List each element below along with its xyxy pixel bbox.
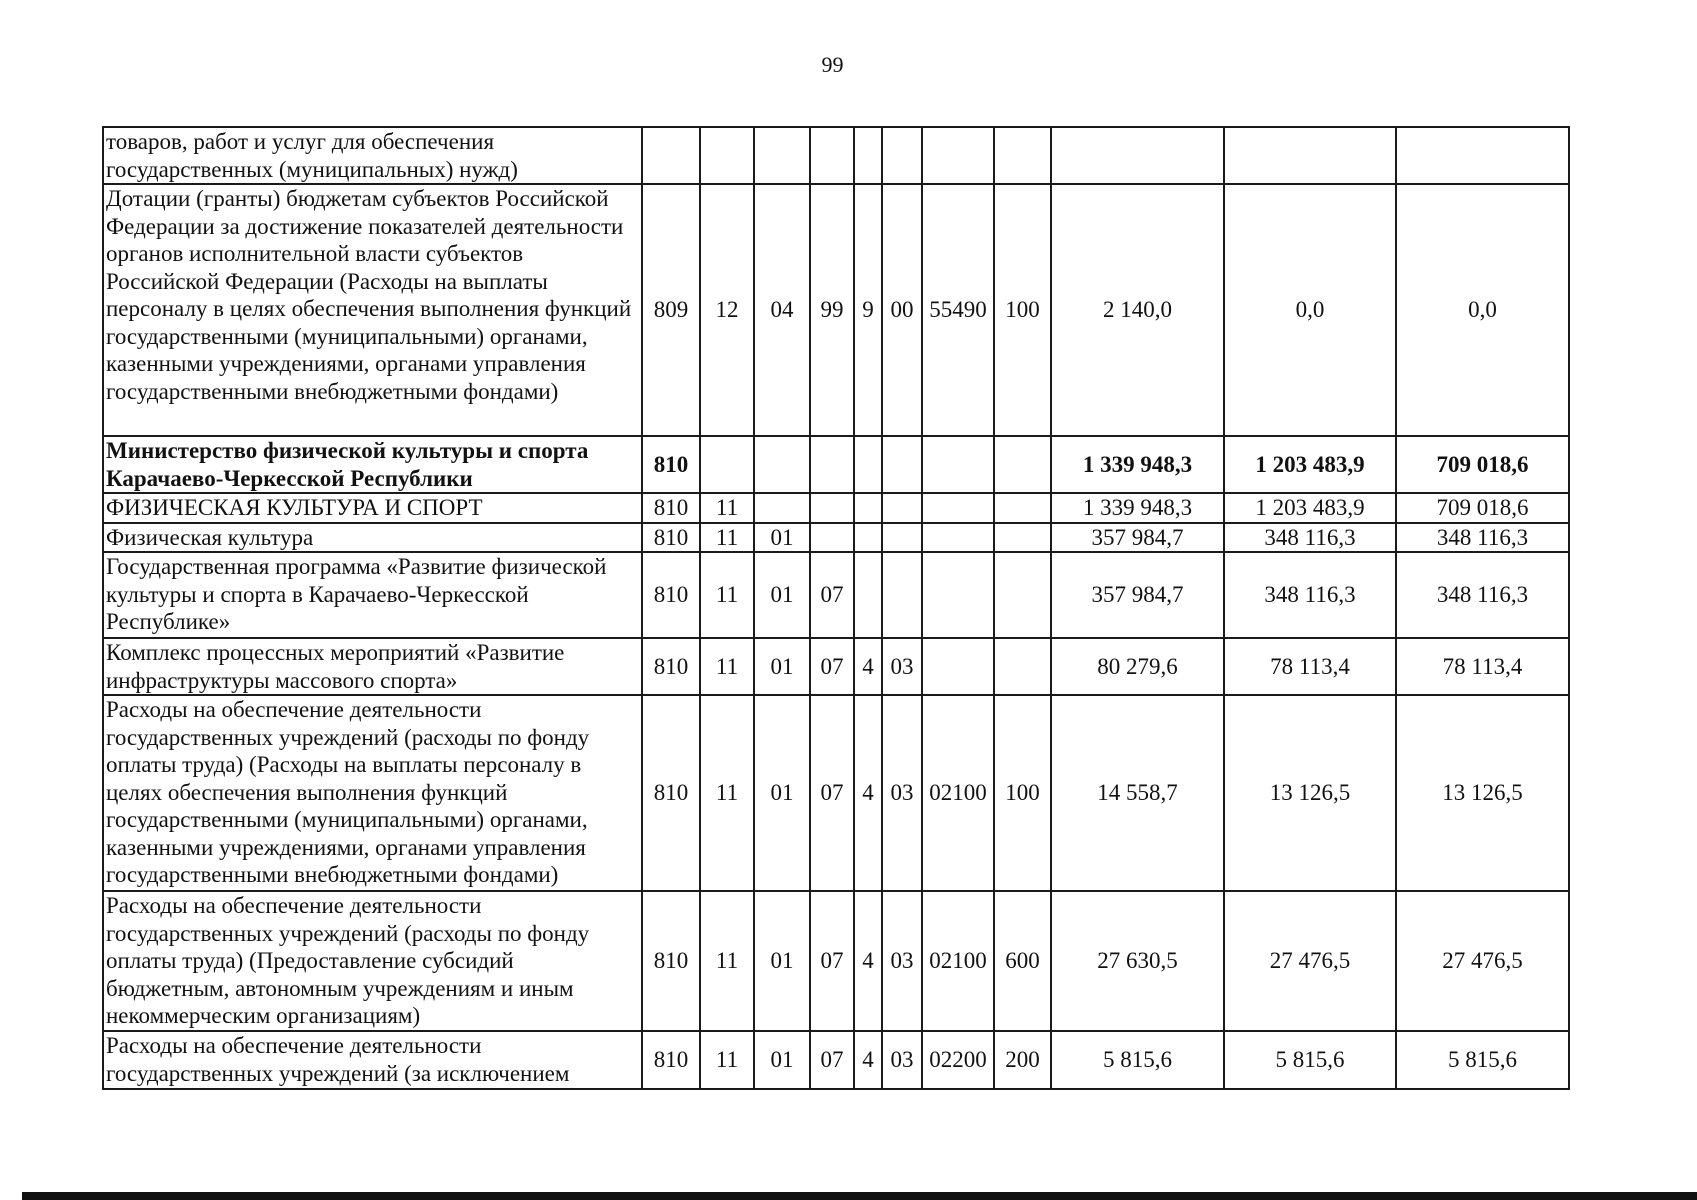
amount-year-1 [1051,127,1224,184]
code-expense-type [994,127,1051,184]
code-program-type: 4 [854,695,882,891]
table-row [103,523,1569,553]
code-subsection: 01 [754,638,810,695]
code-direction [922,638,994,695]
code-section: 11 [700,1031,754,1089]
code-program-type: 4 [854,1031,882,1089]
row-description: Дотации (гранты) бюджетам субъектов Российской Федерации за достижение показателей деятельности органов исполнительной власти субъектов Российской Федерации (Расходы на выплаты персоналу в целях обеспечения выполнения функций государственными (муниципальными) органами, казенными учреждениями, органами управления государственными внебюджетными фондами) [103,184,642,436]
row-description: товаров, работ и услуг для обеспечения государственных (муниципальных) нужд) [103,127,642,184]
code-subprogram: 03 [882,1031,922,1089]
code-subprogram [882,523,922,553]
table-row [103,552,1569,638]
code-direction: 02200 [922,1031,994,1089]
table-row [103,638,1569,695]
code-section: 11 [700,493,754,523]
code-program: 07 [810,638,854,695]
code-expense-type: 200 [994,1031,1051,1089]
row-description: Комплекс процессных мероприятий «Развитие инфраструктуры массового спорта» [103,638,642,695]
code-expense-type [994,638,1051,695]
code-program-type [854,552,882,638]
row-description: Расходы на обеспечение деятельности государственных учреждений (за исключением [103,1031,642,1089]
code-direction [922,523,994,553]
table-row [103,184,1569,436]
code-section: 11 [700,523,754,553]
code-expense-type: 100 [994,184,1051,436]
amount-year-2: 348 116,3 [1224,523,1396,553]
code-subprogram: 03 [882,638,922,695]
table-row [103,1031,1569,1089]
amount-year-2: 27 476,5 [1224,891,1396,1031]
code-subsection [754,493,810,523]
code-section: 11 [700,552,754,638]
code-program-type [854,436,882,493]
amount-year-3: 709 018,6 [1396,436,1569,493]
amount-year-3: 348 116,3 [1396,552,1569,638]
code-expense-type [994,493,1051,523]
amount-year-2 [1224,127,1396,184]
budget-table [102,126,1570,1090]
code-expense-type: 100 [994,695,1051,891]
amount-year-2: 1 203 483,9 [1224,493,1396,523]
code-subsection [754,436,810,493]
code-expense-type: 600 [994,891,1051,1031]
table-row [103,127,1569,184]
code-expense-type [994,523,1051,553]
code-subsection: 01 [754,695,810,891]
code-ministry: 809 [642,184,700,436]
amount-year-2: 0,0 [1224,184,1396,436]
amount-year-2: 13 126,5 [1224,695,1396,891]
code-section: 11 [700,638,754,695]
bottom-edge-bar [22,1192,1697,1200]
code-program-type [854,493,882,523]
code-program [810,127,854,184]
code-section [700,436,754,493]
budget-table-body [103,127,1569,1089]
code-program-type [854,127,882,184]
row-description: Расходы на обеспечение деятельности государственных учреждений (расходы по фонду оплаты труда) (Расходы на выплаты персоналу в целях обеспечения выполнения функций государственными (муниципальными) органами, казенными учреждениями, органами управления государственными внебюджетными фондами) [103,695,642,891]
amount-year-1: 5 815,6 [1051,1031,1224,1089]
code-section: 11 [700,695,754,891]
code-section: 11 [700,891,754,1031]
code-ministry: 810 [642,523,700,553]
code-subprogram [882,127,922,184]
code-subsection [754,127,810,184]
amount-year-1: 1 339 948,3 [1051,493,1224,523]
code-section [700,127,754,184]
row-description: Государственная программа «Развитие физической культуры и спорта в Карачаево-Черкесской Республике» [103,552,642,638]
code-program-type: 4 [854,891,882,1031]
amount-year-1: 14 558,7 [1051,695,1224,891]
code-program: 07 [810,552,854,638]
code-direction [922,552,994,638]
amount-year-1: 357 984,7 [1051,552,1224,638]
code-direction [922,436,994,493]
code-direction [922,493,994,523]
code-ministry: 810 [642,891,700,1031]
amount-year-2: 78 113,4 [1224,638,1396,695]
code-program-type [854,523,882,553]
amount-year-2: 1 203 483,9 [1224,436,1396,493]
code-direction [922,127,994,184]
amount-year-3: 78 113,4 [1396,638,1569,695]
code-expense-type [994,436,1051,493]
code-ministry: 810 [642,493,700,523]
amount-year-1: 27 630,5 [1051,891,1224,1031]
table-row [103,493,1569,523]
amount-year-2: 5 815,6 [1224,1031,1396,1089]
code-subsection: 01 [754,552,810,638]
code-expense-type [994,552,1051,638]
code-subprogram: 00 [882,184,922,436]
code-direction: 02100 [922,891,994,1031]
amount-year-3: 13 126,5 [1396,695,1569,891]
amount-year-3: 27 476,5 [1396,891,1569,1031]
row-description: Физическая культура [103,523,642,553]
row-description: ФИЗИЧЕСКАЯ КУЛЬТУРА И СПОРТ [103,493,642,523]
code-program-type: 9 [854,184,882,436]
code-program [810,523,854,553]
amount-year-3: 5 815,6 [1396,1031,1569,1089]
code-program: 07 [810,891,854,1031]
code-subprogram [882,493,922,523]
amount-year-2: 348 116,3 [1224,552,1396,638]
code-subprogram [882,436,922,493]
code-subprogram: 03 [882,891,922,1031]
amount-year-1: 357 984,7 [1051,523,1224,553]
code-ministry [642,127,700,184]
code-direction: 02100 [922,695,994,891]
row-description: Министерство физической культуры и спорта Карачаево-Черкесской Республики [103,436,642,493]
table-row [103,436,1569,493]
code-ministry: 810 [642,436,700,493]
code-program: 07 [810,695,854,891]
code-ministry: 810 [642,1031,700,1089]
page-number: 99 [821,52,844,77]
code-ministry: 810 [642,552,700,638]
code-program [810,493,854,523]
amount-year-1: 1 339 948,3 [1051,436,1224,493]
amount-year-1: 80 279,6 [1051,638,1224,695]
code-subprogram: 03 [882,695,922,891]
amount-year-3: 0,0 [1396,184,1569,436]
amount-year-3 [1396,127,1569,184]
row-description: Расходы на обеспечение деятельности государственных учреждений (расходы по фонду оплаты труда) (Предоставление субсидий бюджетным, автономным учреждениям и иным некоммерческим организациям) [103,891,642,1031]
table-row [103,891,1569,1031]
code-program: 99 [810,184,854,436]
amount-year-3: 348 116,3 [1396,523,1569,553]
code-subsection: 01 [754,1031,810,1089]
code-ministry: 810 [642,638,700,695]
code-subprogram [882,552,922,638]
amount-year-3: 709 018,6 [1396,493,1569,523]
code-program: 07 [810,1031,854,1089]
table-row [103,695,1569,891]
code-subsection: 04 [754,184,810,436]
code-ministry: 810 [642,695,700,891]
code-program-type: 4 [854,638,882,695]
code-program [810,436,854,493]
code-section: 12 [700,184,754,436]
code-subsection: 01 [754,891,810,1031]
code-subsection: 01 [754,523,810,553]
amount-year-1: 2 140,0 [1051,184,1224,436]
code-direction: 55490 [922,184,994,436]
